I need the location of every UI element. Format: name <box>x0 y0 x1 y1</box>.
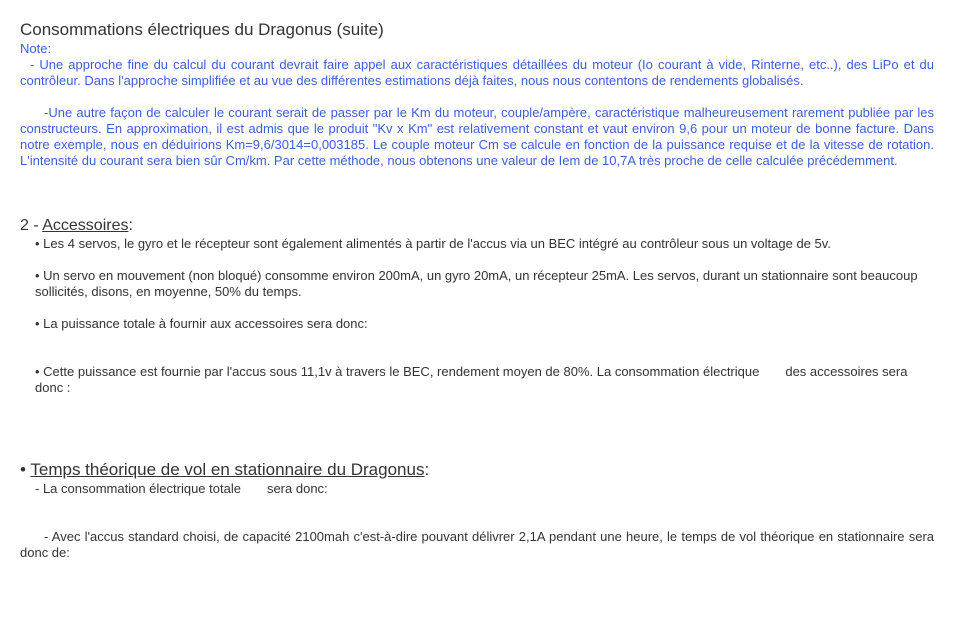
flight-time-paragraph: - Avec l'accus standard choisi, de capacité 2100mah c'est-à-dire pouvant délivrer 2,1A pendant une heure, le temps de vol théorique en stationnaire sera donc de: <box>20 529 934 560</box>
bullet-bec-supply: • Les 4 servos, le gyro et le récepteur sont également alimentés à partir de l'accus via un BEC intégré au contrôleur sous un voltage de 5v. <box>35 236 831 251</box>
note-label: Note: <box>20 41 52 56</box>
section-number: 2 - <box>20 217 43 234</box>
section-colon: : <box>424 460 430 479</box>
bullet-servo-consumption: • Un servo en mouvement (non bloqué) consomme environ 200mA, un gyro 20mA, un récepteur 25mA. Les servos, durant un stationnaire sont beaucoup sollicités, disons, en moyenne, 50% du temps. <box>35 268 918 299</box>
bullet-bec-efficiency-part-2: des accessoires sera donc : <box>35 364 908 395</box>
section-title: Accessoires <box>42 217 129 234</box>
total-consumption-line <box>35 481 934 497</box>
bullet-bec-efficiency-part-1: • Cette puissance est fournie par l'accus sous 11,1v à travers le BEC, rendement moyen de 80%. La consommation électrique <box>35 364 760 379</box>
note-paragraph-2: -Une autre façon de calculer le courant serait de passer par le Km du moteur, couple/ampère, caractéristique malheureusement rarement publiée par les constructeurs. En approximation, il est admis que le produit "Kv x Km" est relativement constant et vaut environ 9,6 pour un moteur de bonne facture. Dans notre exemple, nous en déduirions Km=9,6/3014=0,003185. Le couple moteur Cm se calcule en fonction de la puissance requise et de la vitesse de rotation. L'intensité du courant sera bien sûr Cm/km. Par cette méthode, nous obtenons une valeur de Iem de 10,7A très proche de celle calculée précédemment. <box>20 105 934 168</box>
bullet-bec-efficiency <box>35 364 934 396</box>
section-colon: : <box>128 217 133 234</box>
bullet-total-power: • La puissance totale à fournir aux accessoires sera donc: <box>35 316 368 331</box>
section-accessoires-heading <box>20 217 133 235</box>
section-bullet: • <box>20 460 31 479</box>
section-title: Temps théorique de vol en stationnaire du Dragonus <box>30 460 425 479</box>
note-paragraph-1: - Une approche fine du calcul du courant devrait faire appel aux caractéristiques détaillées du moteur (Io courant à vide, Rinterne, etc..), des LiPo et du contrôleur. Dans l'approche simplifiée et au vue des différentes estimations déjà faites, nous nous contentons de rendements globalisés. <box>20 57 934 88</box>
total-consumption-part-1: - La consommation électrique totale <box>35 481 241 496</box>
total-consumption-part-2: sera donc: <box>266 481 328 496</box>
section-flight-time-heading <box>20 460 429 480</box>
page-title: Consommations électriques du Dragonus (suite) <box>20 20 384 39</box>
